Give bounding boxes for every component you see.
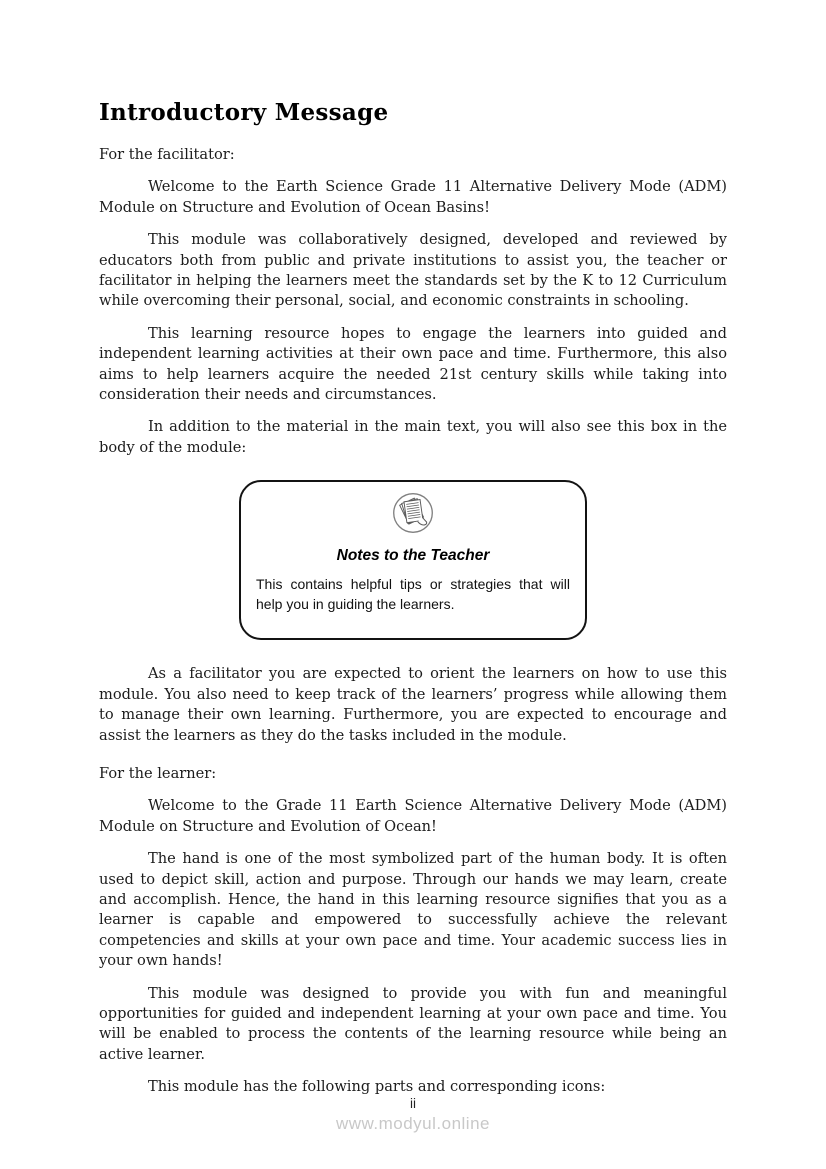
notes-icon-container — [256, 492, 570, 534]
paragraph-facilitator-welcome: Welcome to the Earth Science Grade 11 Alternative Delivery Mode (ADM) Module on Structure and Evolution of Ocean Basins! — [99, 178, 727, 216]
paragraph-learning-resource: This learning resource hopes to engage the learners into guided and independent learning activities at their own pace and time. Furthermore, this also aims to help learners acquire the needed 21st century skills while taking into consideration their needs and circumstances. — [99, 324, 727, 404]
paragraph-hand-symbolism: The hand is one of the most symbolized part of the human body. It is often used to depict skill, action and purpose. Through our hands we may learn, create and accomplish. Hence, the hand in this learning resource signifies that you as a learner is capable and empowered to successfully achieve the relevant competencies and skills at your own pace and time. Your academic success lies in your own hands! — [99, 850, 727, 970]
paragraph-module-design: This module was collaboratively designed, developed and reviewed by educators both from public and private institutions to assist you, the teacher or facilitator in helping the learners meet the standards set by the K to 12 Curriculum while overcoming their personal, social, and economic constraints in schooling. — [99, 231, 727, 310]
paragraph-module-purpose: This module was designed to provide you with fun and meaningful opportunities for guided and independent learning at your own pace and time. You will be enabled to process the contents of the learning resource while being an active learner. — [99, 984, 727, 1063]
notes-box-title: Notes to the Teacher — [336, 547, 490, 565]
page-content — [99, 0, 727, 1098]
paragraph-facilitator-role: As a facilitator you are expected to orient the learners on how to use this module. You also need to keep track of the learners’ progress while allowing them to manage their own learning. Furthermore, you are expected to encourage and assist the learners as they do the tasks included in the module. — [99, 665, 727, 744]
notes-box-body: This contains helpful tips or strategies that will help you in guiding the learners. — [256, 576, 570, 612]
page-number: ii — [410, 1096, 416, 1111]
paragraph-parts-intro: This module has the following parts and corresponding icons: — [148, 1078, 606, 1096]
paragraph-box-intro: In addition to the material in the main text, you will also see this box in the body of the module: — [99, 418, 727, 456]
watermark: www.modyul.online — [335, 1114, 490, 1133]
facilitator-heading: For the facilitator: — [99, 146, 235, 163]
notes-papers-icon — [392, 492, 434, 534]
notes-to-teacher-box — [239, 480, 587, 640]
learner-heading: For the learner: — [99, 764, 217, 782]
paragraph-learner-welcome: Welcome to the Grade 11 Earth Science Alternative Delivery Mode (ADM) Module on Structure and Evolution of Ocean! — [99, 797, 727, 835]
page-title: Introductory Message — [99, 99, 389, 126]
